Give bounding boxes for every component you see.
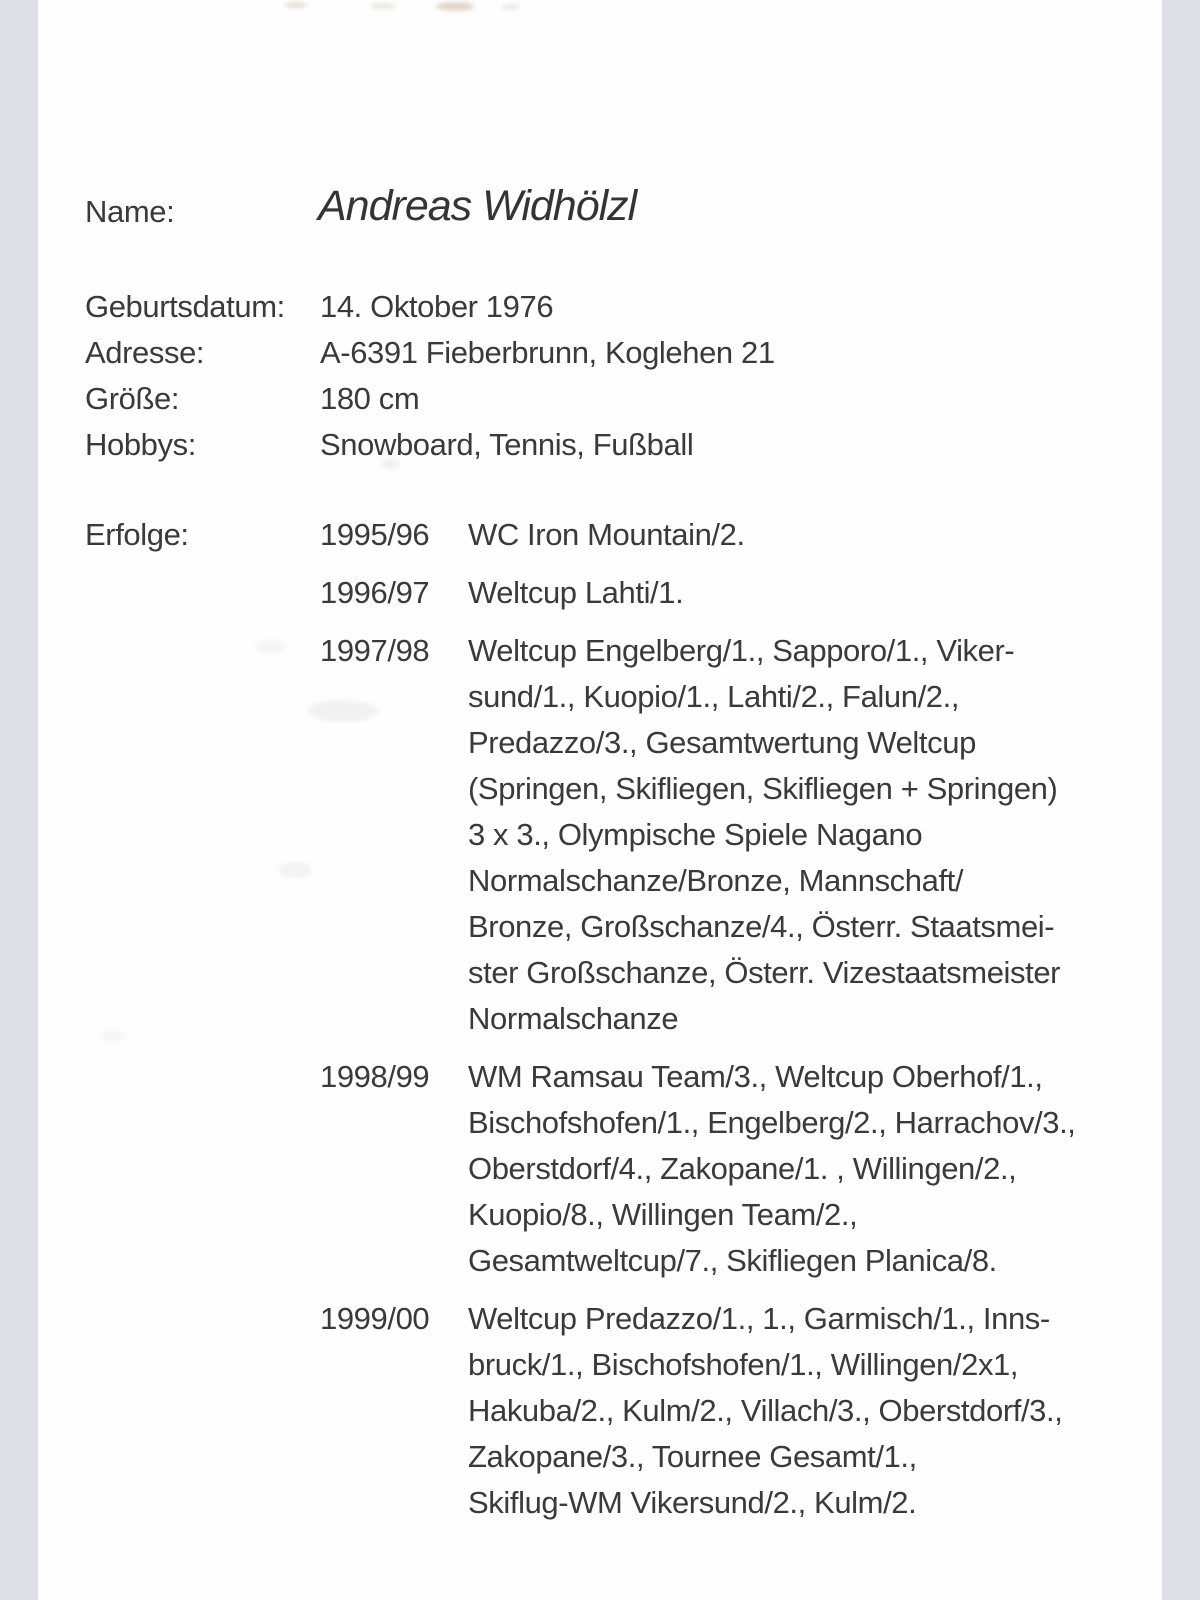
achievement-lines — [468, 628, 1200, 1042]
achievement-line: WM Ramsau Team/3., Weltcup Oberhof/1., — [468, 1059, 1043, 1094]
info-value: 180 cm — [320, 381, 420, 416]
achievement-line: Normalschanze — [468, 1001, 679, 1036]
achievement-entry — [0, 1054, 1200, 1284]
achievement-lines — [468, 1296, 1200, 1526]
name-row — [0, 182, 1200, 238]
achievement-line: ster Großschanze, Österr. Vizestaatsmeister — [468, 955, 1061, 990]
info-row — [0, 376, 1200, 422]
info-label: Größe: — [85, 381, 180, 416]
info-row — [0, 422, 1200, 468]
achievement-line: Hakuba/2., Kulm/2., Villach/3., Oberstdorf/3., — [468, 1393, 1063, 1428]
scan-artifact — [285, 2, 307, 8]
season-label: 1999/00 — [320, 1301, 430, 1336]
achievement-line: Kuopio/8., Willingen Team/2., — [468, 1197, 858, 1232]
info-label: Geburtsdatum: — [85, 289, 285, 324]
season-label: 1995/96 — [320, 517, 430, 552]
achievements-block — [0, 512, 1200, 1538]
achievement-line: Gesamtweltcup/7., Skifliegen Planica/8. — [468, 1243, 997, 1278]
achievement-line: Zakopane/3., Tournee Gesamt/1., — [468, 1439, 917, 1474]
season-label: 1997/98 — [320, 633, 430, 668]
name-label: Name: — [85, 194, 175, 229]
achievement-entry — [0, 628, 1200, 1042]
achievement-entry — [0, 512, 1200, 558]
achievement-line: Weltcup Predazzo/1., 1., Garmisch/1., Inns- — [468, 1301, 1050, 1336]
info-label: Hobbys: — [85, 427, 196, 462]
info-label: Adresse: — [85, 335, 205, 370]
achievement-line: Bischofshofen/1., Engelberg/2., Harrachov/3., — [468, 1105, 1076, 1140]
achievements-label: Erfolge: — [85, 517, 189, 552]
scan-artifact — [436, 2, 474, 11]
achievement-line: Oberstdorf/4., Zakopane/1. , Willingen/2., — [468, 1151, 1017, 1186]
achievement-line: (Springen, Skifliegen, Skifliegen + Springen) — [468, 771, 1058, 806]
info-row — [0, 330, 1200, 376]
achievement-line: Skiflug-WM Vikersund/2., Kulm/2. — [468, 1485, 917, 1520]
achievement-line: Weltcup Lahti/1. — [468, 575, 684, 610]
scan-artifact — [370, 3, 396, 9]
achievement-entry — [0, 1296, 1200, 1526]
achievement-line: Normalschanze/Bronze, Mannschaft/ — [468, 863, 964, 898]
achievement-entry — [0, 570, 1200, 616]
info-row — [0, 284, 1200, 330]
season-label: 1996/97 — [320, 575, 430, 610]
scan-artifact — [502, 4, 520, 10]
info-value: A-6391 Fieberbrunn, Koglehen 21 — [320, 335, 775, 370]
achievement-line: WC Iron Mountain/2. — [468, 517, 745, 552]
info-value: 14. Oktober 1976 — [320, 289, 554, 324]
achievement-line: Bronze, Großschanze/4., Österr. Staatsmei- — [468, 909, 1055, 944]
personal-info-block — [0, 284, 1200, 468]
achievement-line: Weltcup Engelberg/1., Sapporo/1., Viker- — [468, 633, 1015, 668]
info-value: Snowboard, Tennis, Fußball — [320, 427, 694, 462]
achievement-lines — [468, 570, 1200, 616]
season-label: 1998/99 — [320, 1059, 430, 1094]
achievement-lines — [468, 512, 1200, 558]
achievement-line: sund/1., Kuopio/1., Lahti/2., Falun/2., — [468, 679, 960, 714]
achievement-lines — [468, 1054, 1200, 1284]
achievement-line: Predazzo/3., Gesamtwertung Weltcup — [468, 725, 976, 760]
athlete-name: Andreas Widhölzl — [318, 182, 637, 230]
achievement-line: bruck/1., Bischofshofen/1., Willingen/2x1, — [468, 1347, 1019, 1382]
achievement-entries — [0, 512, 1200, 1526]
achievement-line: 3 x 3., Olympische Spiele Nagano — [468, 817, 923, 852]
